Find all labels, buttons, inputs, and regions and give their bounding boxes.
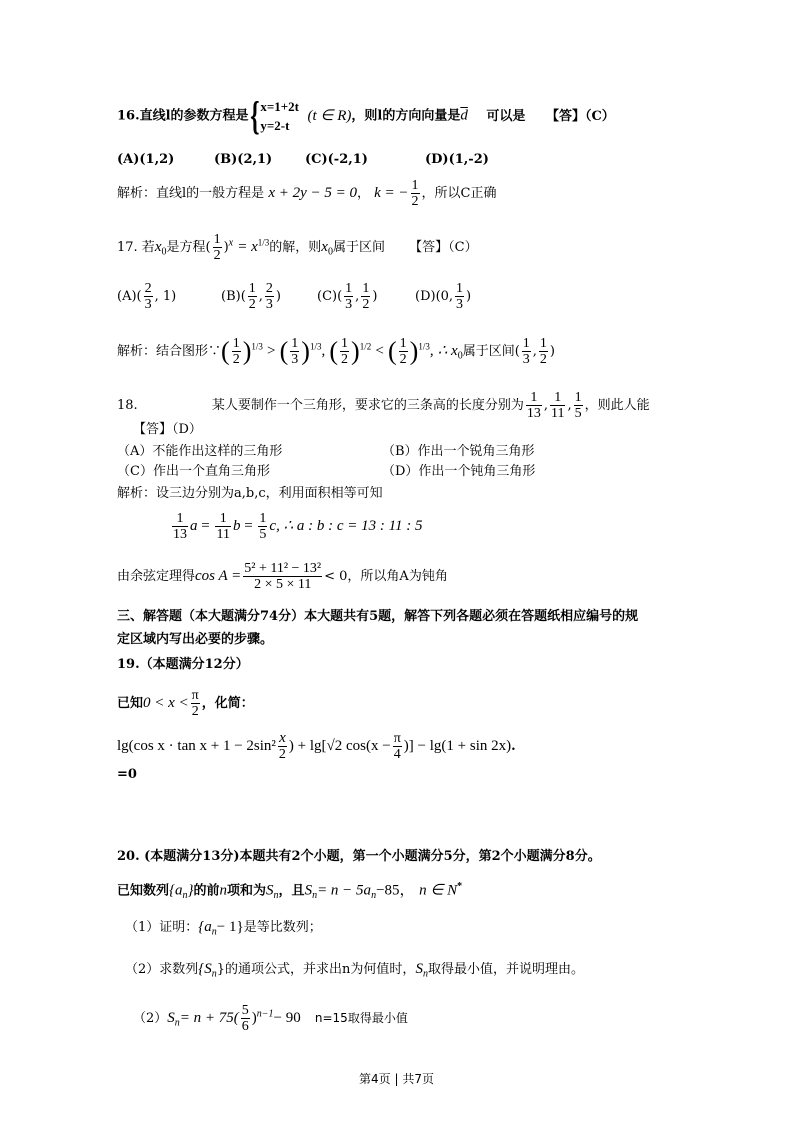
q19-answer: =0 — [117, 767, 137, 782]
q20-seq: {a — [169, 882, 183, 899]
q20-condition — [117, 878, 462, 905]
q20-cond-pre: 已知数列 — [117, 883, 170, 899]
q16-option-b: (B)(2,1) — [214, 152, 273, 167]
q17-therefore: ∴ x — [437, 343, 458, 359]
section-3-heading-line-1: 三、解答题（本大题满分74分）本大题共有5题，解答下列各题必须在答题纸相应编号的规 — [117, 609, 639, 624]
q19-condition — [117, 688, 254, 719]
q20-part-2 — [125, 960, 584, 984]
q20-part2-sn-sub: n — [422, 968, 428, 980]
q20-ans-pre: （2） — [133, 1011, 168, 1026]
q20-ans-sn: S — [167, 1010, 175, 1026]
q20-seq-sub: n — [182, 889, 188, 901]
q16-option-c: (C)(-2,1) — [305, 152, 368, 167]
q20-cond-mid: 的前 — [193, 883, 220, 899]
q20-ans-note: n=15取得最小值 — [314, 1011, 408, 1025]
q17-mid3: 的解，则 — [269, 240, 322, 255]
q20-cond-mid2: 项和为 — [227, 883, 267, 899]
q18-stem: 18. 某人要制作一个三角形，要求它的三条高的长度分别为 $\frac{1}{13}$ , $\frac{1}{11}$ , $\frac{1}{5}$ ，则此人能 — [117, 390, 650, 421]
q18-option-c: （C）作出一个直角三角形 — [117, 464, 270, 479]
q16-vector: $\overline{d}$ — [460, 107, 468, 124]
q18-option-d: （D）作出一个钝角三角形 — [382, 464, 536, 479]
q18-answer: 【答】（D） — [133, 422, 202, 437]
q20-ans-sub: n — [174, 1017, 180, 1029]
q20-ans-tail: − 90 — [273, 1010, 301, 1026]
q17-x0-sub-c: 0 — [457, 350, 463, 362]
q19-cond-pre: 已知 — [117, 696, 144, 711]
q20-sn-b: S — [304, 882, 313, 899]
q18-cosine — [117, 561, 448, 592]
q19-expr-a: lg(cos x · tan x + 1 − 2sin² — [117, 738, 276, 754]
q16-system — [260, 97, 299, 135]
q19-dot: . — [511, 739, 516, 754]
q16-condition: (t ∈ R) — [307, 107, 352, 124]
q18-analysis-1: 解析：设三边分别为a,b,c，利用面积相等可知 — [117, 486, 383, 501]
q18-height-3: $\frac{1}{5}$ — [574, 390, 582, 421]
q20-part2-post2: 取得最小值，并说明理由。 — [427, 962, 584, 977]
q20-part-1 — [125, 918, 322, 942]
q20-part1-post: 是等比数列； — [243, 920, 322, 935]
q20-sn-sub: n — [273, 889, 279, 901]
q20-part2-sub: n — [211, 968, 217, 980]
q18-height-1: $\frac{1}{13}$ — [526, 390, 541, 421]
q20-ans-expr: = n + 75( — [179, 1010, 239, 1026]
q18-number: 18. — [117, 398, 138, 413]
q17-x0-b: x — [321, 239, 328, 255]
q16-slope: k = − — [374, 185, 409, 201]
q16-mid: ，则l的方向向量是 — [351, 108, 461, 124]
q20-part1-tail: − 1} — [216, 919, 244, 935]
q20-an-sub: n — [371, 889, 377, 901]
q17-exp-x: x — [228, 237, 234, 249]
q16-slope-frac: $\frac{1}{2}$ — [411, 178, 419, 209]
q17-option-b: (B)( $\frac{1}{2}$ , $\frac{2}{3}$ ) — [221, 281, 281, 312]
q16-title: 16.直线l的参数方程是 — [117, 108, 249, 124]
q17-analysis-mid: 属于区间( — [462, 344, 520, 359]
q18-cos-lhs: cos A = — [195, 568, 242, 584]
q17-analysis-pre: 解析：结合图形∵ — [117, 344, 222, 359]
q18-option-a: （A）不能作出这样的三角形 — [117, 444, 283, 459]
q20-relation: = n − 5a — [317, 882, 372, 899]
q17-mid2: ) — [223, 240, 229, 255]
q20-part2-post: }的通项公式，并求出n为何值时， — [216, 962, 416, 977]
q16-analysis-post: ，所以C正确 — [421, 186, 497, 201]
q20-set: n ∈ N — [419, 882, 458, 899]
q17-x0-sub-b: 0 — [327, 246, 333, 258]
q16-option-d: (D)(1,-2) — [425, 152, 489, 167]
q18-ratio: $\frac{1}{13}$ a = $\frac{1}{11}$ b = $\frac{1}{5}$ c, ∴ a : b : c = 13 : 11 : 5 — [173, 511, 423, 542]
q20-part1-sub: n — [211, 926, 217, 938]
q20-ans-exp: n−1 — [256, 1008, 274, 1020]
q17-exp-third: 1/3 — [257, 237, 270, 248]
q16-stem — [117, 93, 615, 138]
q16-line-eq: x + 2y − 5 = 0 — [268, 185, 357, 201]
q18-ratio-text: c, ∴ a : b : c = 13 : 11 : 5 — [269, 518, 423, 534]
q20-seq-close: } — [187, 882, 194, 899]
q20-relation-tail: −85， — [376, 882, 415, 899]
q20-n: n — [219, 882, 228, 899]
q18-height-2: $\frac{1}{11}$ — [550, 390, 565, 421]
q20-part2-pre: （2）求数列 — [125, 962, 199, 977]
q17-option-d: (D)(0, $\frac{1}{3}$ ) — [415, 281, 472, 312]
q17-half-frac: $\frac{1}{2}$ — [213, 232, 221, 263]
q18-text: 某人要制作一个三角形，要求它的三条高的长度分别为 — [211, 398, 524, 413]
q17-x0: x — [154, 239, 162, 255]
q16-answer: 【答】（C） — [545, 108, 615, 124]
q20-part1-expr: {a — [198, 919, 212, 935]
section-3-heading-line-2: 定区域内写出必要的步骤。 — [117, 632, 274, 647]
q20-part2-sn: S — [415, 961, 423, 977]
q20-part1-pre: （1）证明： — [125, 920, 199, 935]
q16-analysis-pre: 解析：直线l的一般方程是 — [117, 186, 265, 201]
q17-x0-sub: 0 — [161, 246, 167, 258]
q17-analysis: 解析：结合图形∵( $\frac{1}{2}$ )$^{1/3}$ > ( $\frac{1}{3}$ )$^{1/3}$, ( $\frac{1}{2}$ )$^{1/2}$ < ( $\frac{1}{2}$ )$^{1/3}$, ∴ $x_0$属于区间( $\frac{1}{3}$ , $\frac{1}{2}$ ) — [117, 336, 555, 367]
q20-star: * — [457, 881, 463, 892]
q18-cos-post: < 0，所以角A为钝角 — [324, 569, 448, 584]
page-footer: 第4页 | 共7页 — [359, 1072, 434, 1086]
q18-tail: ，则此人能 — [584, 398, 650, 413]
q18-cos-pre: 由余弦定理得 — [117, 569, 196, 584]
q20-title: 20. (本题满分13分)本题共有2个小题，第一个小题满分5分，第2个小题满分8分。 — [117, 849, 601, 864]
q19-expression: lg(cos x · tan x + 1 − 2sin² $\frac{x}{2}$ ) + lg[√2 cos(x − $\frac{\pi}{4}$ )] − lg(1 + sin 2x). — [117, 730, 516, 762]
q16-eq-x: x=1+2t — [260, 99, 299, 114]
q17-option-c: (C)( $\frac{1}{3}$ , $\frac{1}{2}$ ) — [317, 281, 378, 312]
q17-pre: 17. 若 — [117, 240, 155, 255]
q19-expr-b: ) + lg[√2 cos(x − — [288, 738, 391, 754]
q16-tail: 可以是 — [486, 108, 526, 124]
q17-stem — [117, 232, 478, 263]
q20-sn-sub-b: n — [312, 889, 318, 901]
brace-symbol: { — [249, 93, 260, 138]
q19-cond-post: ，化简： — [201, 696, 254, 711]
q18-option-b: （B）作出一个锐角三角形 — [382, 444, 535, 459]
q16-analysis: 解析：直线l的一般方程是 x + 2y − 5 = 0， k = − $\frac{1}{2}$ ，所以C正确 — [117, 178, 497, 209]
q16-eq-y: y=2-t — [260, 118, 290, 133]
q20-sn: S — [266, 882, 274, 899]
q19-title: 19.（本题满分12分） — [117, 657, 249, 672]
q17-option-a: (A)( $\frac{2}{3}$ , 1) — [117, 281, 177, 312]
q20-part2-expr: {S — [198, 961, 212, 977]
q16-option-a: (A)(1,2) — [117, 152, 175, 167]
q19-cond: 0 < x < — [143, 695, 189, 711]
q17-mid1: 是方程( — [166, 240, 211, 255]
q17-answer: 【答】（C） — [409, 240, 478, 255]
q19-expr-c: )] − lg(1 + sin 2x) — [403, 738, 512, 754]
q18-cos-frac: $\frac{\text{5² + 11² − 13²}}{2 \times 5 \times 11}$ — [244, 561, 322, 592]
q17-mid4: 属于区间 — [332, 240, 385, 255]
q20-cond-mid3: ，且 — [278, 883, 305, 899]
q19-pi-half: $\frac{\pi}{2}$ — [191, 688, 199, 719]
q20-answer: $(2)S_n= n + 75$( $\frac{5}{6}$ )$^{n-1}$− 90 n=15取得最小值 — [133, 1003, 408, 1034]
q17-eq: = x — [237, 239, 258, 255]
